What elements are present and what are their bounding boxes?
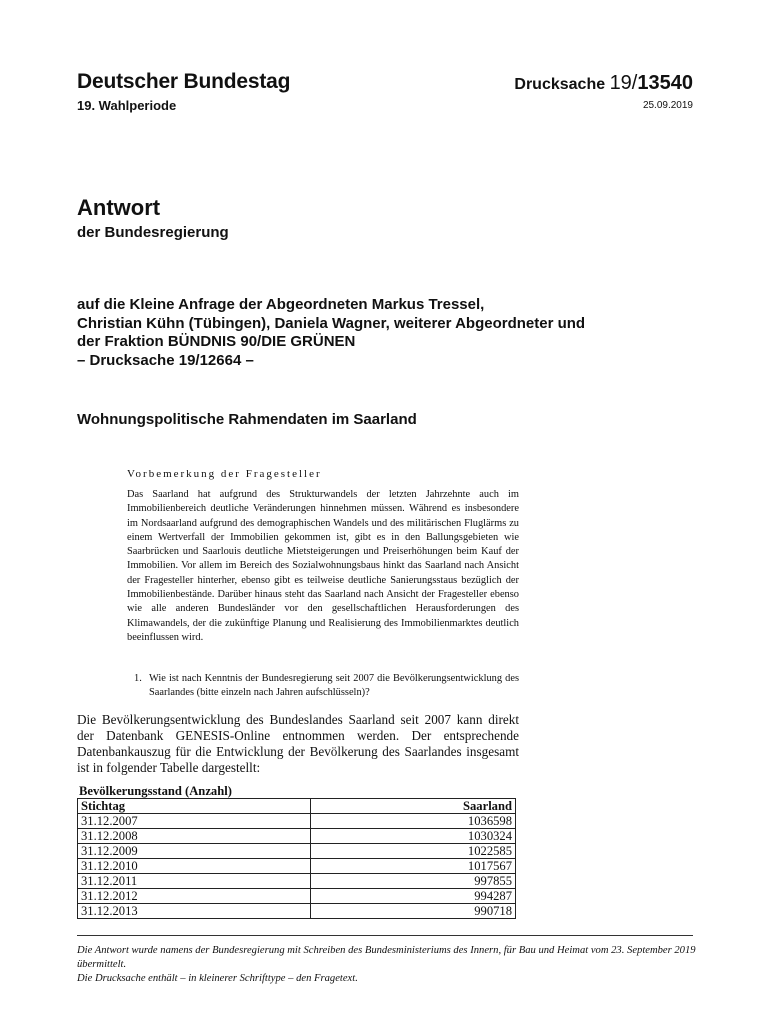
cell-date: 31.12.2013: [78, 904, 311, 919]
preliminary-heading: Vorbemerkung der Fragesteller: [127, 468, 322, 480]
column-header-saarland: Saarland: [311, 799, 516, 814]
cell-date: 31.12.2011: [78, 874, 311, 889]
table-row: [78, 904, 516, 919]
cell-value: 1022585: [311, 844, 516, 859]
inquiry-line: auf die Kleine Anfrage der Abgeordneten Markus Tressel,: [77, 296, 485, 313]
question-text: Wie ist nach Kenntnis der Bundesregierung seit 2007 die Bevölkerungsentwicklung des Saarlandes (bitte einzeln nach Jahren aufschlüsseln)?: [149, 673, 519, 699]
cell-date: 31.12.2009: [78, 844, 311, 859]
preliminary-text: Das Saarland hat aufgrund des Strukturwandels der letzten Jahrzehnte auch im Immobilienbereich deutliche Veränderungen hinnehmen müssen. Während es insbesondere im Nordsaarland aufgrund des demographischen Wandels und des militärischen Fluglärms zu einem Wertverfall der Immobilien gekommen ist, gibt es in den Ballungsgebieten wie Saarbrücken und Saarlouis deutliche Mietsteigerungen und Preiserhöhungen beim Kauf der Immobilien. Vor allem im Bereich des Sozialwohnungsbaus hinkt das Saarland nach Ansicht der Fragesteller hinterher, ebenso gibt es teilweise deutliche Sanierungsstaus bezüglich der Immobilienbestände. Darüber hinaus steht das Saarland nach Ansicht der Fragesteller ebenso wie alle anderen Bundesländer vor den gesellschaftlichen Herausforderungen des Klimawandels, der die zukünftige Planung und Realisierung des Immobilienmarktes deutlich beeinflussen wird.: [127, 489, 519, 643]
column-header-date: Stichtag: [78, 799, 311, 814]
answer-text: Die Bevölkerungsentwicklung des Bundeslandes Saarland seit 2007 kann direkt der Datenbank GENESIS-Online entnommen werden. Der entsprechende Datenbankauszug für die Entwicklung der Bevölkerung des Saarlandes insgesamt ist in folgender Tabelle dargestellt:: [77, 712, 519, 775]
cell-value: 997855: [311, 874, 516, 889]
table-row: [78, 889, 516, 904]
table-row: [78, 874, 516, 889]
inquiry-reference: [77, 296, 697, 370]
inquiry-line: – Drucksache 19/12664 –: [77, 351, 254, 369]
cell-value: 1036598: [311, 814, 516, 829]
footnote-divider: [77, 935, 693, 936]
inquiry-line: Christian Kühn (Tübingen), Daniela Wagner, weiterer Abgeordneter und: [77, 314, 586, 332]
footnote-line: Die Antwort wurde namens der Bundesregierung mit Schreiben des Bundesministeriums des Innern, für Bau und Heimat vom 23. September 2019 übermittelt.: [77, 945, 696, 970]
topic-heading: Wohnungspolitische Rahmendaten im Saarland: [77, 411, 417, 428]
question-number: 1.: [134, 673, 142, 684]
question-1: [127, 672, 519, 701]
parliament-title: Deutscher Bundestag: [77, 70, 291, 93]
population-table: [77, 798, 516, 919]
cell-value: 1030324: [311, 829, 516, 844]
drucksache-prefix: 19/: [609, 72, 638, 94]
cell-value: 994287: [311, 889, 516, 904]
drucksache-id: 13540: [637, 72, 693, 94]
document-subtitle: der Bundesregierung: [77, 224, 229, 241]
drucksache-number: [514, 72, 693, 95]
cell-date: 31.12.2012: [78, 889, 311, 904]
cell-value: 990718: [311, 904, 516, 919]
drucksache-label: Drucksache: [514, 76, 606, 93]
document-date: 25.09.2019: [642, 100, 693, 111]
inquiry-line: der Fraktion BÜNDNIS 90/DIE GRÜNEN: [77, 333, 356, 350]
table-row: [78, 859, 516, 874]
cell-date: 31.12.2010: [78, 859, 311, 874]
table-row: [78, 829, 516, 844]
electoral-period: 19. Wahlperiode: [77, 98, 177, 113]
cell-date: 31.12.2008: [78, 829, 311, 844]
document-type: Antwort: [77, 195, 161, 220]
cell-date: 31.12.2007: [78, 814, 311, 829]
footnote-line: Die Drucksache enthält – in kleinerer Schrifttype – den Fragetext.: [77, 973, 358, 984]
table-row: [78, 844, 516, 859]
table-row: [78, 814, 516, 829]
table-header-row: [78, 799, 516, 814]
footnote: [77, 944, 697, 986]
cell-value: 1017567: [311, 859, 516, 874]
table-caption: Bevölkerungsstand (Anzahl): [79, 784, 232, 798]
